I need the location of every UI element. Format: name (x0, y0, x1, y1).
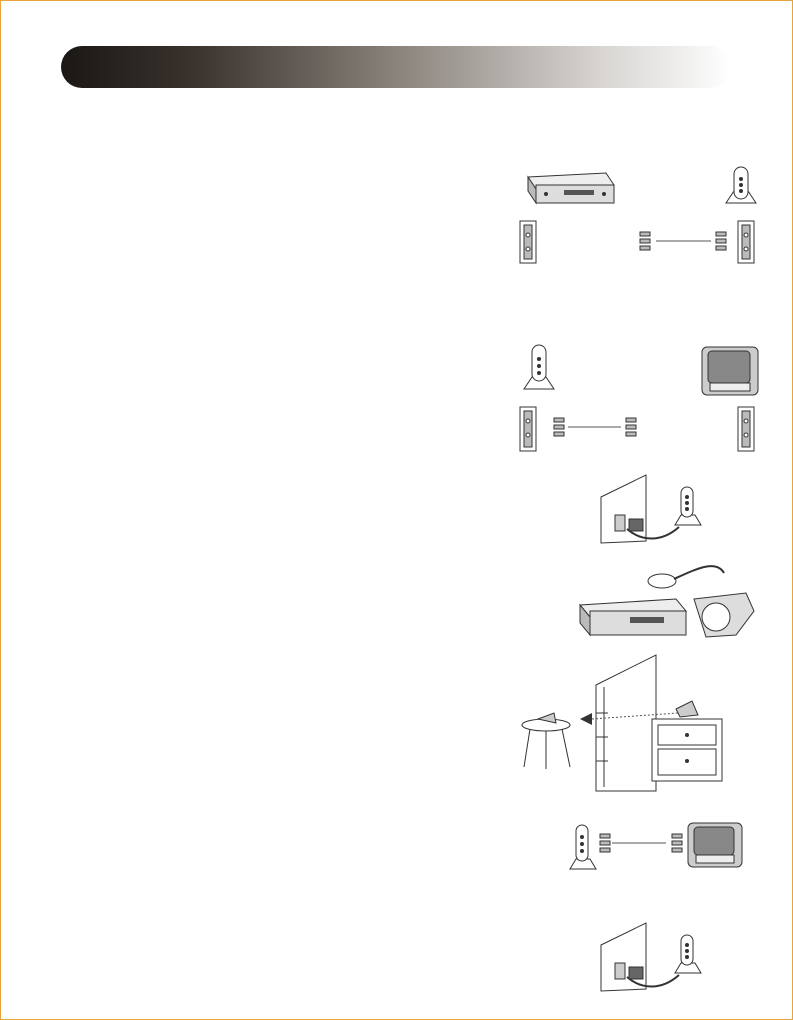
nightstand-with-transmitter (652, 701, 722, 781)
av-cable (640, 232, 726, 250)
transmitter-side-illustration (694, 593, 754, 637)
receiver-illustration (675, 935, 701, 973)
dvd-rear-panel (520, 221, 536, 263)
section-header-bar (61, 46, 731, 88)
wall-illustration (601, 475, 646, 543)
figure-dvd-to-transmitter (516, 159, 776, 269)
transmitter-illustration (726, 167, 756, 203)
receiver-illustration (570, 825, 596, 869)
figure-receiver-to-tv (516, 339, 776, 454)
wall-outlet (615, 515, 625, 531)
power-adapter (629, 967, 643, 979)
signal-arrow (580, 713, 592, 725)
figure-receiver-power (591, 919, 721, 999)
ir-cable (674, 566, 724, 579)
dvd-player-illustration (580, 599, 686, 635)
figure-receiver-tv-connection (566, 819, 756, 879)
ir-emitter-eye (648, 574, 676, 588)
wall-illustration (596, 655, 656, 791)
av-cable-3 (600, 834, 682, 852)
side-table-with-receiver (522, 713, 570, 769)
av-cable-2 (554, 418, 636, 436)
figure-ir-extender (576, 559, 761, 649)
receiver-illustration (524, 345, 554, 389)
tv-illustration (702, 347, 758, 395)
power-adapter (629, 519, 643, 531)
receiver-rear-panel (520, 407, 536, 451)
wall-illustration (601, 923, 646, 991)
tv-illustration (688, 823, 742, 867)
transmitter-rear-panel (738, 221, 754, 263)
transmitter-illustration (675, 487, 701, 525)
wall-outlet (615, 963, 625, 979)
figure-transmitter-power (591, 471, 721, 551)
dvd-player-illustration (528, 173, 614, 203)
figure-two-rooms (516, 653, 736, 793)
tv-rear-panel (738, 407, 754, 451)
